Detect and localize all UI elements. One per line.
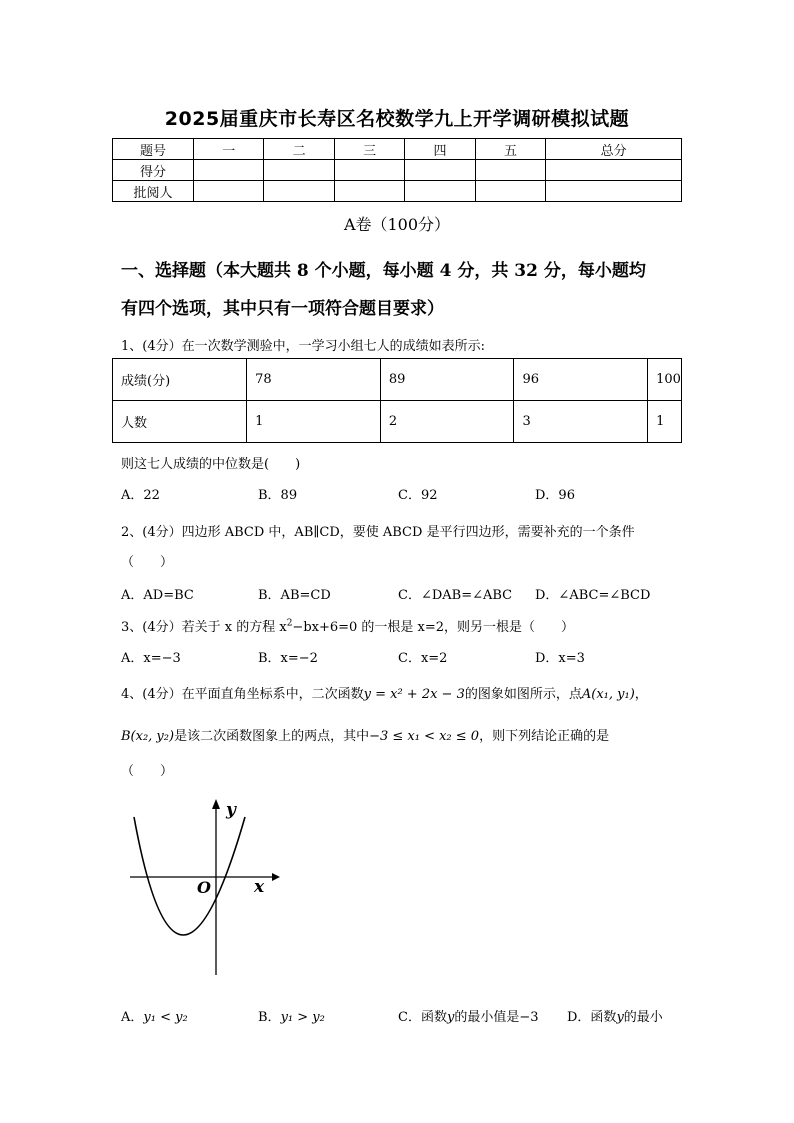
q2-option-b: B．AB=CD <box>258 588 331 603</box>
q1-option-d: D．96 <box>535 488 575 503</box>
table-row <box>113 139 682 160</box>
y-axis-arrow <box>212 799 220 809</box>
q3-option-c: C．x=2 <box>398 651 448 666</box>
table-cell <box>264 181 334 202</box>
q1-text: 1、(4分）在一次数学测验中，一学习小组七人的成绩如表所示: <box>121 339 485 354</box>
table-cell: 题号 <box>113 139 194 160</box>
q4-option-a-math: y₁ < y₂ <box>143 1010 188 1025</box>
q4-line1-pre: 4、(4分）在平面直角坐标系中，二次函数 <box>121 687 364 702</box>
x-axis-label: x <box>254 877 265 897</box>
q4-line2-mid: 是该二次函数图象上的两点，其中 <box>174 729 370 744</box>
table-row <box>113 160 682 181</box>
q4-option-d <box>567 1006 663 1025</box>
q4-option-a-label: A． <box>121 1010 144 1025</box>
table-cell <box>405 160 475 181</box>
q4-option-c <box>398 1006 538 1025</box>
q2-line2: （ ） <box>121 555 174 570</box>
q4-point-b: B(x₂, y₂) <box>121 729 175 744</box>
table-cell: 三 <box>334 139 404 160</box>
q1-stem: 则这七人成绩的中位数是( ) <box>121 457 301 472</box>
score-table <box>112 138 682 202</box>
table-cell: 人数 <box>113 401 247 443</box>
q1-option-c: C．92 <box>398 488 438 503</box>
table-cell: 89 <box>380 359 514 401</box>
table-cell <box>194 160 264 181</box>
table-row <box>113 359 682 401</box>
q4-point-a: A(x₁, y₁) <box>581 687 635 702</box>
q4-option-c-var: y <box>446 1010 455 1025</box>
table-cell <box>194 181 264 202</box>
parabola-curve <box>134 817 245 935</box>
q1-option-b: B．89 <box>258 488 298 503</box>
q3-text <box>121 616 574 635</box>
table-cell <box>334 160 404 181</box>
q4-line1-end: ， <box>634 687 648 702</box>
q4-option-d-var: y <box>616 1010 624 1025</box>
q3-option-d: D．x=3 <box>535 651 585 666</box>
q4-function: y = x² + 2x − 3 <box>363 687 465 702</box>
table-cell <box>475 160 545 181</box>
table-cell <box>405 181 475 202</box>
q3-text-pre: 3、(4分）若关于 x 的方程 x <box>121 620 287 635</box>
q4-line2 <box>121 725 609 744</box>
part1-heading-line1: 一、选择题（本大题共 8 个小题，每小题 4 分，共 32 分，每小题均 <box>121 261 646 281</box>
q3-exponent: 2 <box>286 618 293 629</box>
q4-option-c-pre: C．函数 <box>398 1010 447 1025</box>
table-cell: 总分 <box>546 139 682 160</box>
table-cell: 3 <box>514 401 648 443</box>
exam-title: 2025届重庆市长寿区名校数学九上开学调研模拟试题 <box>164 108 630 130</box>
q4-line3: （ ） <box>121 764 174 779</box>
table-cell: 96 <box>514 359 648 401</box>
table-cell <box>334 181 404 202</box>
q4-line1-mid: 的图象如图所示，点 <box>464 687 582 702</box>
parabola-graph <box>120 795 280 980</box>
table-cell: 成绩(分) <box>113 359 247 401</box>
q2-option-a: A．AD=BC <box>121 588 194 603</box>
table-cell: 二 <box>264 139 334 160</box>
q3-option-b: B．x=−2 <box>258 651 318 666</box>
q4-option-b <box>258 1006 325 1025</box>
table-cell <box>546 181 682 202</box>
q3-option-a: A．x=−3 <box>121 651 181 666</box>
y-axis-label: y <box>226 800 236 820</box>
q4-option-b-label: B． <box>258 1010 281 1025</box>
x-axis-arrow <box>272 873 280 881</box>
q2-option-d: D．∠ABC=∠BCD <box>535 588 651 603</box>
part1-heading-line2: 有四个选项，其中只有一项符合题目要求） <box>121 299 444 319</box>
table-cell: 四 <box>405 139 475 160</box>
q1-option-a: A．22 <box>121 488 160 503</box>
q4-line2-end: ，则下列结论正确的是 <box>479 729 610 744</box>
q3-text-post: −bx+6=0 的一根是 x=2，则另一根是（ ） <box>292 620 575 635</box>
table-cell: 得分 <box>113 160 194 181</box>
q4-option-c-post: 的最小值是−3 <box>454 1010 539 1025</box>
q2-line1: 2、(4分）四边形 ABCD 中，AB∥CD，要使 ABCD 是平行四边形，需要补充的一个条件 <box>121 525 635 540</box>
table-cell: 五 <box>475 139 545 160</box>
q4-option-d-pre: D．函数 <box>567 1010 617 1025</box>
origin-label: O <box>197 878 211 897</box>
q2-option-c: C．∠DAB=∠ABC <box>398 588 513 603</box>
table-cell: 78 <box>247 359 381 401</box>
q4-option-d-post: 的最小 <box>623 1010 663 1025</box>
table-row <box>113 181 682 202</box>
table-cell: 批阅人 <box>113 181 194 202</box>
table-cell <box>546 160 682 181</box>
q4-option-a <box>121 1006 188 1025</box>
q4-option-b-math: y₁ > y₂ <box>280 1010 325 1025</box>
table-cell: 一 <box>194 139 264 160</box>
table-row <box>113 401 682 443</box>
table-cell: 1 <box>247 401 381 443</box>
table-cell: 100 <box>648 359 682 401</box>
table-cell <box>475 181 545 202</box>
section-a-heading: A卷（100分） <box>343 215 451 234</box>
q4-condition: −3 ≤ x₁ < x₂ ≤ 0 <box>369 729 480 744</box>
table-cell <box>264 160 334 181</box>
q1-grades-table <box>112 358 682 443</box>
table-cell: 1 <box>648 401 682 443</box>
table-cell: 2 <box>380 401 514 443</box>
q4-line1 <box>121 683 648 702</box>
